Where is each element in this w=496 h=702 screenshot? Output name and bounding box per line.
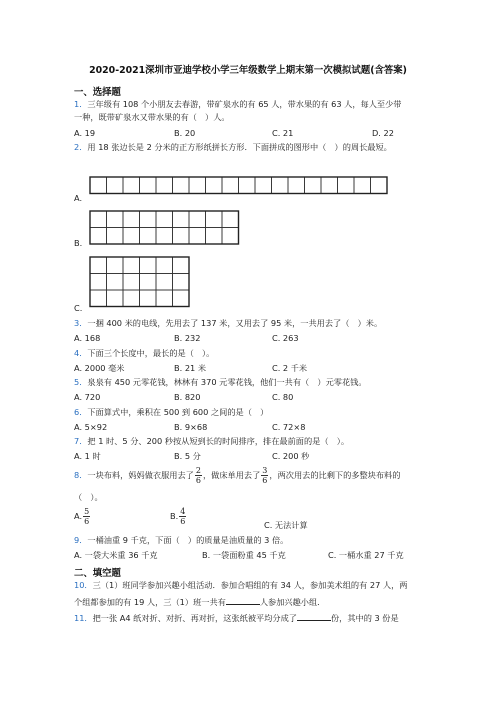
grid-figure-b <box>89 210 240 245</box>
fraction-denominator: 6 <box>180 517 186 526</box>
option-b: B. 9×68 <box>174 422 208 432</box>
grid-square <box>90 257 107 274</box>
question-number: 5． <box>74 377 88 387</box>
question-text: 份，其中的 3 份是 <box>330 613 399 623</box>
grid-square <box>107 274 124 291</box>
question-text: 泉泉有 450 元零花钱，林林有 370 元零花钱，他们一共有（ ）元零花钱。 <box>87 377 367 387</box>
fraction <box>83 507 90 526</box>
option-b: B. 20 <box>174 128 196 138</box>
question-1 <box>74 99 402 110</box>
fraction <box>179 507 186 526</box>
fraction-numerator: 5 <box>84 507 90 516</box>
grid-square <box>173 177 190 194</box>
grid-square <box>156 274 173 291</box>
question-text: 把一张 A4 纸对折、对折、再对折，这张纸被平均分成了 <box>92 613 297 623</box>
grid-square <box>140 290 157 307</box>
question-text: 三（1）班同学参加兴趣小组活动．参加合唱组的有 34 人，参加美术组的有 27 人，两 <box>92 580 408 590</box>
option-b: B. 5 分 <box>174 451 201 461</box>
question-10-line-2 <box>74 596 325 608</box>
question-2 <box>74 142 392 153</box>
fraction-numerator: 3 <box>262 466 268 475</box>
question-text: 下面三个长度中，最长的是（ ）。 <box>87 348 215 358</box>
option-c: C. 200 秒 <box>272 451 310 461</box>
option-b: B. 820 <box>174 392 201 402</box>
option-a: A. 720 <box>74 392 101 402</box>
grid-figure-a <box>89 176 388 195</box>
question-4 <box>74 348 214 359</box>
fraction-denominator: 6 <box>262 476 268 485</box>
question-text: 个组都参加的有 19 人，三（1）班一共有 <box>74 597 226 607</box>
grid-square <box>288 177 305 194</box>
grid-square <box>123 177 140 194</box>
question-text: 一桶油重 9 千克，下面（ ）的质量是油质量的 3 倍。 <box>87 535 289 545</box>
grid-square <box>140 274 157 291</box>
grid-square <box>156 290 173 307</box>
grid-square <box>123 290 140 307</box>
question-number: 10． <box>74 580 93 590</box>
grid-square <box>123 274 140 291</box>
option-a: A. 2000 毫米 <box>74 363 125 373</box>
option-b: B. <box>74 238 83 248</box>
grid-square <box>107 177 124 194</box>
question-number: 8． <box>74 470 88 480</box>
question-text: 人参加兴趣小组． <box>259 597 326 607</box>
grid-square <box>156 257 173 274</box>
grid-square <box>189 211 206 228</box>
option-a: A. 19 <box>74 128 96 138</box>
grid-square <box>140 257 157 274</box>
fraction-numerator: 2 <box>195 466 201 475</box>
question-8-line-2: （ ）。 <box>74 492 103 502</box>
page-title: 2020-2021深圳市亚迪学校小学三年级数学上期末第一次模拟试题(含答案) <box>89 65 407 76</box>
option-b: B. 一袋面粉重 45 千克 <box>202 550 286 560</box>
question-number: 4． <box>74 348 88 358</box>
question-text: 一块布料，妈妈做衣服用去了 <box>87 470 194 480</box>
grid-square <box>156 211 173 228</box>
option-label: A. <box>74 511 83 521</box>
option-a: A. 一袋大米重 36 千克 <box>74 550 158 560</box>
question-text: 三年级有 108 个小朋友去春游，带矿泉水的有 65 人，带水果的有 63 人，每人至少带 <box>87 99 402 109</box>
grid-square <box>107 257 124 274</box>
question-text: 下面算式中，乘积在 500 到 600 之间的是（ ） <box>87 407 269 417</box>
grid-figure-c <box>89 256 190 308</box>
section-heading-choice: 一、选择题 <box>74 87 121 98</box>
grid-square <box>173 274 190 291</box>
grid-square <box>107 228 124 245</box>
answer-blank[interactable] <box>226 596 260 605</box>
grid-square <box>305 177 322 194</box>
grid-square <box>123 211 140 228</box>
option-c: C. 2 千米 <box>272 363 308 373</box>
grid-square <box>90 274 107 291</box>
question-text: 把 1 时、5 分、200 秒按从短到长的时间排序，排在最前面的是（ ）。 <box>87 436 350 446</box>
grid-square <box>222 211 239 228</box>
question-number: 11． <box>74 613 93 623</box>
option-b <box>170 507 187 526</box>
grid-square <box>239 177 256 194</box>
option-c: C. 一桶水重 27 千克 <box>328 550 404 560</box>
grid-square <box>123 257 140 274</box>
question-3 <box>74 318 382 329</box>
option-c: C. 80 <box>272 392 294 402</box>
question-number: 2． <box>74 142 88 152</box>
question-number: 7． <box>74 436 88 446</box>
grid-square <box>90 211 107 228</box>
grid-square <box>140 211 157 228</box>
question-8 <box>74 466 400 485</box>
option-c: C. 263 <box>272 333 299 343</box>
option-d: D. 22 <box>372 128 394 138</box>
question-number: 9． <box>74 535 88 545</box>
grid-square <box>321 177 338 194</box>
grid-square <box>140 228 157 245</box>
question-9 <box>74 535 288 546</box>
grid-square <box>371 177 388 194</box>
question-number: 6． <box>74 407 88 417</box>
grid-square <box>255 177 272 194</box>
grid-square <box>156 177 173 194</box>
question-7 <box>74 436 349 447</box>
grid-square <box>338 177 355 194</box>
question-11 <box>74 612 399 624</box>
option-a: A. <box>74 193 83 203</box>
option-a: A. 5×92 <box>74 422 108 432</box>
grid-square <box>140 177 157 194</box>
option-b: B. 232 <box>174 333 201 343</box>
option-a: A. 168 <box>74 333 101 343</box>
grid-square <box>123 228 140 245</box>
question-text: ，两次用去的比剩下的多整块布料的 <box>269 470 401 480</box>
grid-square <box>222 177 239 194</box>
question-text: 用 18 张边长是 2 分米的正方形纸拼长方形．下面拼成的图形中（ ）的周长最短。 <box>87 142 392 152</box>
answer-blank[interactable] <box>297 612 331 621</box>
grid-square <box>189 177 206 194</box>
grid-square <box>222 228 239 245</box>
section-heading-fill: 二、填空题 <box>74 568 121 579</box>
option-c: C. 无法计算 <box>264 520 308 530</box>
option-c: C. <box>74 303 83 313</box>
option-a <box>74 507 91 526</box>
grid-square <box>272 177 289 194</box>
option-label: B. <box>170 511 179 521</box>
question-10 <box>74 580 407 591</box>
fraction-numerator: 4 <box>180 507 186 516</box>
grid-square <box>354 177 371 194</box>
fraction <box>195 466 202 485</box>
question-5 <box>74 377 367 388</box>
grid-square <box>90 228 107 245</box>
question-text: 一捆 400 米的电线，先用去了 137 米，又用去了 95 米，一共用去了（ ）米。 <box>87 318 383 328</box>
fraction-denominator: 6 <box>195 476 201 485</box>
question-text: ，做床单用去了 <box>202 470 261 480</box>
option-c: C. 72×8 <box>272 422 306 432</box>
question-1-line-2: 一种，既带矿泉水又带水果的有（ ）人。 <box>74 112 230 122</box>
option-c: C. 21 <box>272 128 294 138</box>
fraction <box>261 466 268 485</box>
option-b: B. 21 米 <box>174 363 207 373</box>
grid-square <box>173 211 190 228</box>
question-6 <box>74 407 268 418</box>
grid-square <box>173 257 190 274</box>
grid-square <box>107 211 124 228</box>
grid-square <box>206 228 223 245</box>
question-number: 1． <box>74 99 88 109</box>
option-a: A. 1 时 <box>74 451 101 461</box>
grid-square <box>90 290 107 307</box>
grid-square <box>90 177 107 194</box>
grid-square <box>107 290 124 307</box>
grid-square <box>156 228 173 245</box>
grid-square <box>206 211 223 228</box>
fraction-denominator: 6 <box>84 517 90 526</box>
grid-square <box>189 228 206 245</box>
grid-square <box>206 177 223 194</box>
question-number: 3． <box>74 318 88 328</box>
grid-square <box>173 228 190 245</box>
grid-square <box>173 290 190 307</box>
